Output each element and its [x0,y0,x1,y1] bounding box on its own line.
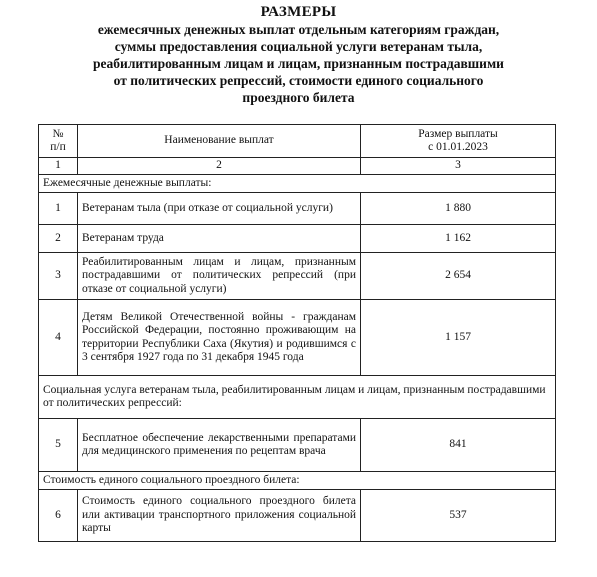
row-amount: 841 [361,419,556,472]
row-amount: 537 [361,490,556,542]
column-number: 3 [361,158,556,175]
section-row-monthly [39,175,556,193]
header-size-line2: с 01.01.2023 [428,141,488,153]
table-row [39,225,556,253]
header-size-line1: Размер выплаты [418,127,498,140]
document-title-block [0,0,597,106]
table-row [39,419,556,472]
row-name: Бесплатное обеспечение лекарственными препаратами для медицинского применения по рецептам врача [78,419,361,472]
row-number: 6 [39,490,78,542]
section-title: Социальная услуга ветеранам тыла, реабилитированным лицам и лицам, признанным пострадавшими от политических репрессий: [39,376,556,419]
row-name: Ветеранам тыла (при отказе от социальной услуги) [78,193,361,225]
row-number: 2 [39,225,78,253]
table-row [39,193,556,225]
subtitle-line: суммы предоставления социальной услуги ветеранам тыла, [114,39,483,54]
header-num-line1: № [52,128,64,140]
table-row [39,490,556,542]
row-name: Стоимость единого социального проездного билета или активации транспортного приложения социальной карты [78,490,361,542]
row-number: 3 [39,253,78,300]
table-header-row [39,125,556,158]
document-title: РАЗМЕРЫ [260,4,337,20]
subtitle-line: проездного билета [242,90,355,105]
row-number: 4 [39,300,78,376]
subtitle-line: от политических репрессий, стоимости единого социального [113,73,484,88]
subtitle-line: ежемесячных денежных выплат отдельным категориям граждан, [97,22,500,37]
column-number: 1 [39,158,78,175]
row-name: Ветеранам труда [78,225,361,253]
row-amount: 1 157 [361,300,556,376]
row-amount: 1 880 [361,193,556,225]
header-num-line2: п/п [50,141,66,153]
row-number: 5 [39,419,78,472]
row-amount: 2 654 [361,253,556,300]
row-number: 1 [39,193,78,225]
table-row [39,300,556,376]
column-numbers-row [39,158,556,175]
header-name-cell: Наименование выплат [78,125,361,158]
header-num-cell [39,125,78,158]
row-amount: 1 162 [361,225,556,253]
row-name: Реабилитированным лицам и лицам, признанным пострадавшими от политических репрессий (при отказе от социальной услуги) [78,253,361,300]
table-row [39,253,556,300]
section-title: Ежемесячные денежные выплаты: [39,175,556,193]
payments-table [38,124,556,542]
column-number: 2 [78,158,361,175]
header-size-cell [361,125,556,158]
subtitle-line: реабилитированным лицам и лицам, признанным пострадавшими [93,56,504,71]
row-name: Детям Великой Отечественной войны - гражданам Российской Федерации, постоянно проживающим на территории Республики Саха (Якутия) и родившимся с 3 сентября 1927 года по 31 декабря 1945 года [78,300,361,376]
section-row-travel-ticket [39,472,556,490]
section-row-social-service [39,376,556,419]
section-title: Стоимость единого социального проездного билета: [39,472,556,490]
